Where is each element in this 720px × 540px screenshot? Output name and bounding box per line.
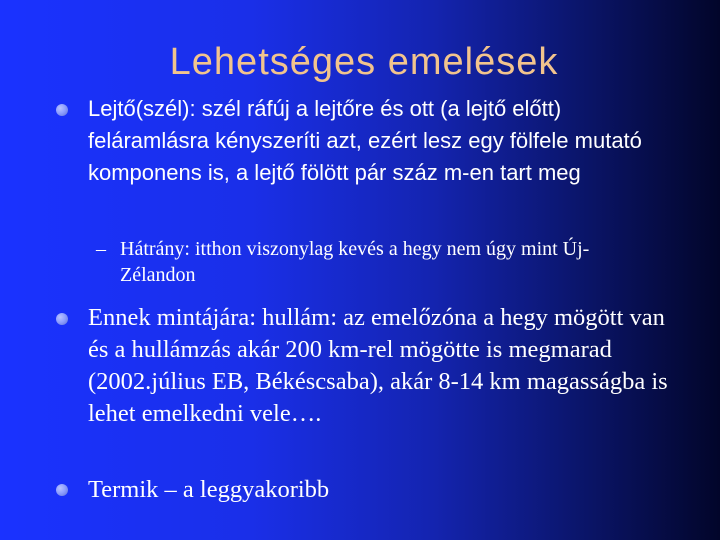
bullet-icon bbox=[56, 104, 68, 116]
bullet-icon bbox=[56, 313, 68, 325]
bullet-text-3: Termik – a leggyakoribb bbox=[88, 476, 330, 503]
bullet-text-2: Ennek mintájára: hullám: az emelőzóna a hegy mögött van és a hullámzás akár 200 km-rel mögötte is megmarad (2002.július EB, Békéscsaba), akár 8-14 km magasságba is lehet emelkedni vele…. bbox=[88, 304, 668, 427]
sub-bullet-text-1: Hátrány: itthon viszonylag kevés a hegy nem úgy mint Új-Zélandon bbox=[120, 238, 590, 286]
slide-title: Lehetséges emelések bbox=[169, 41, 559, 83]
sub-bullet-dash: – bbox=[96, 238, 106, 260]
bullet-icon bbox=[56, 484, 68, 496]
bullet-text-1: Lejtő(szél): szél ráfúj a lejtőre és ott (a lejtő előtt) feláramlásra kényszeríti azt, ezért lesz egy fölfele mutató komponens is, a lejtő fölött pár száz m-en tart meg bbox=[88, 96, 642, 185]
